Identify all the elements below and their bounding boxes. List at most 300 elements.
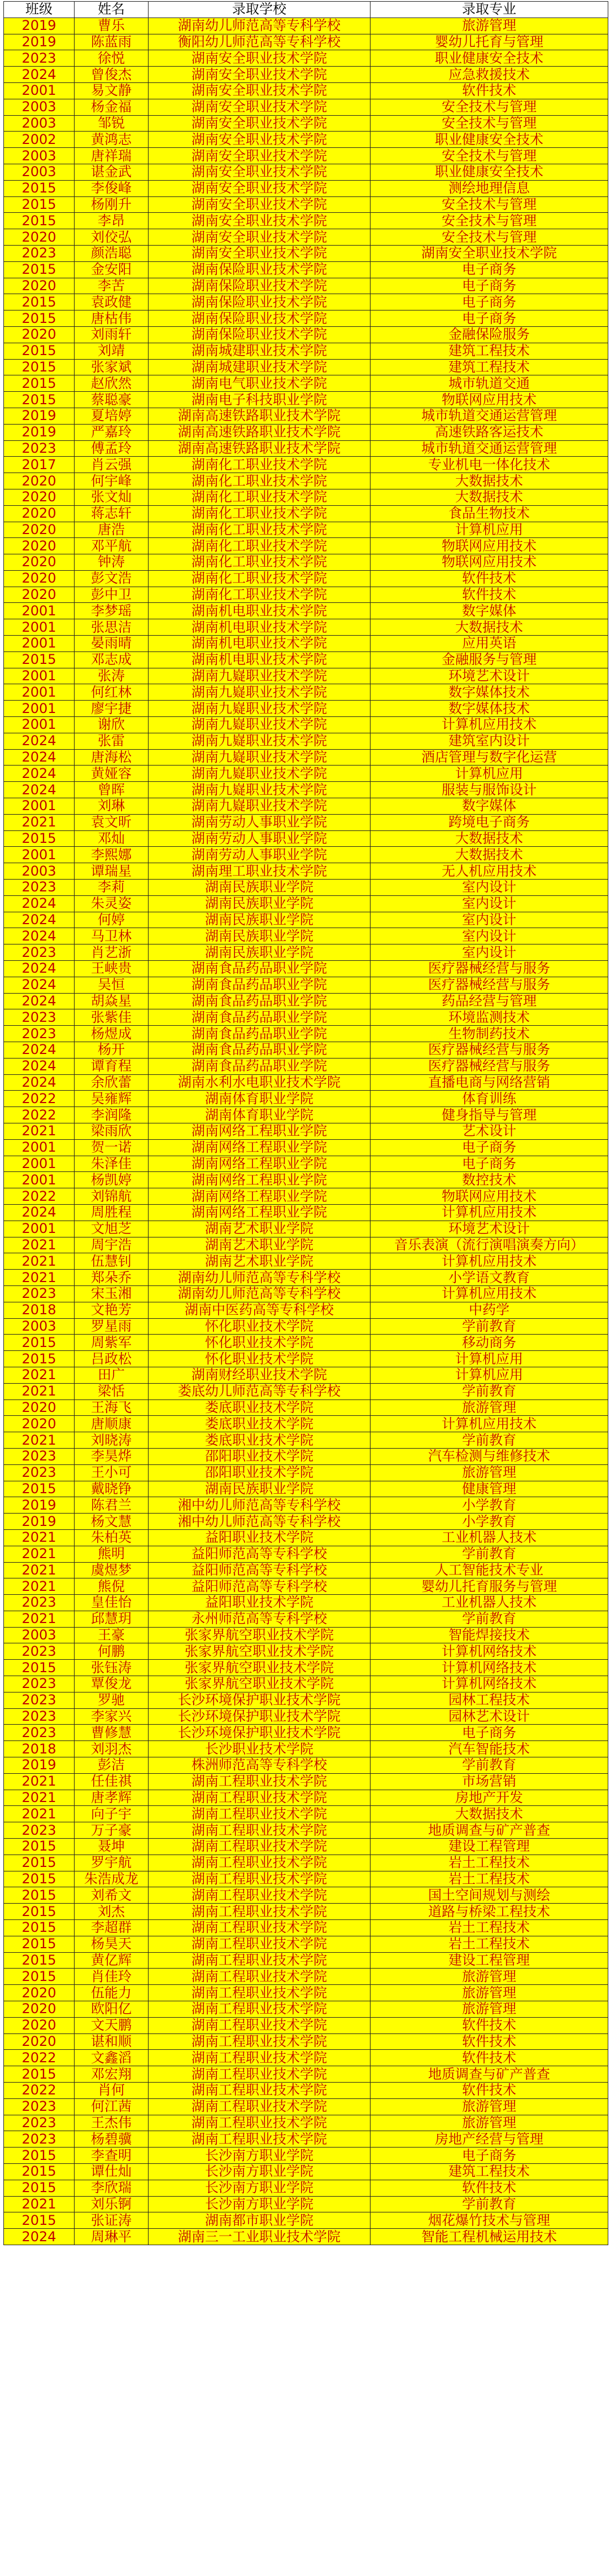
- major-cell: [371, 2196, 608, 2212]
- table-row: [4, 1026, 608, 1042]
- major-text: 旅游管理: [462, 2098, 516, 2115]
- major-text: 软件技术: [462, 2082, 516, 2098]
- class-cell: 2019: [4, 34, 75, 50]
- major-cell: [371, 2083, 608, 2099]
- major-cell: [371, 1660, 608, 1676]
- class-cell: 2019: [4, 1514, 75, 1530]
- school-cell: 衡阳幼儿师范高等专科学校: [149, 34, 371, 50]
- student-name-cell: 周宇浩: [75, 1237, 149, 1253]
- major-cell: [371, 570, 608, 587]
- table-row: [4, 538, 608, 554]
- class-cell: 2022: [4, 2083, 75, 2099]
- student-name-cell: 杨昊天: [75, 1936, 149, 1952]
- student-name-cell: 伍慧钊: [75, 1253, 149, 1270]
- student-name-cell: 肖云强: [75, 457, 149, 473]
- school-cell: 湖南工程职业技术学院: [149, 2115, 371, 2131]
- school-cell: 益阳师范高等专科学校: [149, 1546, 371, 1562]
- student-name-cell: 罗驰: [75, 1692, 149, 1708]
- school-cell: 湖南保险职业技术学院: [149, 294, 371, 310]
- major-text: 大数据技术: [455, 489, 523, 505]
- major-cell: [371, 359, 608, 375]
- class-cell: 2001: [4, 619, 75, 636]
- school-cell: 湖南民族职业学院: [149, 880, 371, 896]
- table-header-row: [4, 2, 608, 18]
- table-row: [4, 1920, 608, 1936]
- class-cell: 2001: [4, 1139, 75, 1156]
- major-text: 城市轨道交通运营管理: [421, 408, 557, 424]
- major-text: 旅游管理: [462, 1399, 516, 1415]
- school-cell: 湖南安全职业技术学院: [149, 148, 371, 164]
- major-cell: [371, 1399, 608, 1416]
- major-text: 计算机网络技术: [442, 1676, 537, 1692]
- table-row: [4, 1514, 608, 1530]
- major-text: 计算机应用: [455, 1350, 523, 1367]
- major-text: 中药学: [469, 1302, 509, 1318]
- school-cell: 湖南九嶷职业技术学院: [149, 798, 371, 815]
- student-name-cell: 刘晓涛: [75, 1432, 149, 1449]
- table-row: [4, 2131, 608, 2148]
- school-cell: 益阳师范高等专科学校: [149, 1578, 371, 1595]
- major-text: 城市轨道交通: [448, 375, 530, 391]
- major-text: 电子商务: [462, 261, 516, 278]
- major-cell: [371, 830, 608, 847]
- class-cell: 2003: [4, 1318, 75, 1335]
- major-text: 室内设计: [462, 895, 516, 912]
- school-cell: 湖南三一工业职业技术学院: [149, 2229, 371, 2245]
- class-cell: 2024: [4, 912, 75, 928]
- major-text: 物联网应用技术: [442, 391, 537, 408]
- major-text: 体育训练: [462, 1090, 516, 1107]
- student-name-cell: 唐孝辉: [75, 1790, 149, 1806]
- major-text: 学前教育: [462, 1757, 516, 1773]
- major-text: 大数据技术: [455, 619, 523, 635]
- school-cell: 湖南化工职业技术学院: [149, 505, 371, 522]
- school-cell: 长沙南方职业学院: [149, 2196, 371, 2212]
- class-cell: 2015: [4, 1969, 75, 1985]
- school-cell: 长沙职业技术学院: [149, 1741, 371, 1757]
- table-row: [4, 619, 608, 636]
- student-name-cell: 黄亿辉: [75, 1952, 149, 1969]
- class-cell: 2021: [4, 1270, 75, 1286]
- table-row: [4, 2148, 608, 2164]
- table-row: [4, 554, 608, 571]
- table-row: [4, 1627, 608, 1643]
- class-cell: 2018: [4, 1302, 75, 1318]
- class-cell: 2023: [4, 1708, 75, 1725]
- class-cell: 2022: [4, 1188, 75, 1205]
- school-cell: 湖南工程职业技术学院: [149, 1920, 371, 1936]
- school-cell: 怀化职业技术学院: [149, 1318, 371, 1335]
- school-cell: 湖南民族职业学院: [149, 928, 371, 944]
- table-row: [4, 733, 608, 749]
- class-cell: 2015: [4, 359, 75, 375]
- major-cell: [371, 1270, 608, 1286]
- major-cell: [371, 99, 608, 115]
- school-cell: 湖南食品药品职业学院: [149, 961, 371, 977]
- student-name-cell: 李梦瑶: [75, 603, 149, 619]
- class-cell: 2023: [4, 1692, 75, 1708]
- major-text: 应用英语: [462, 635, 516, 651]
- student-name-cell: 李熙娜: [75, 847, 149, 863]
- major-cell: [371, 1790, 608, 1806]
- major-text: 环境艺术设计: [448, 668, 530, 684]
- class-cell: 2015: [4, 1904, 75, 1920]
- student-name-cell: 刘琳: [75, 798, 149, 815]
- major-text: 电子商务: [462, 1156, 516, 1171]
- school-cell: 怀化职业技术学院: [149, 1335, 371, 1351]
- major-text: 湖南安全职业技术学院: [421, 245, 557, 261]
- major-cell: [371, 684, 608, 701]
- major-text: 金融服务与管理: [442, 651, 537, 668]
- major-text: 电子商务: [462, 1139, 516, 1156]
- school-cell: 湖南食品药品职业学院: [149, 1026, 371, 1042]
- table-row: [4, 34, 608, 50]
- class-cell: 2015: [4, 1952, 75, 1969]
- table-row: [4, 814, 608, 830]
- class-cell: 2023: [4, 1464, 75, 1481]
- major-text: 跨境电子商务: [448, 814, 530, 830]
- major-text: 计算机应用: [455, 765, 523, 781]
- school-cell: 湖南幼儿师范高等专科学校: [149, 18, 371, 34]
- table-row: [4, 473, 608, 489]
- school-cell: 湖南工程职业技术学院: [149, 1887, 371, 1904]
- student-name-cell: 夏培婷: [75, 408, 149, 424]
- major-text: 专业机电一体化技术: [428, 456, 550, 473]
- class-cell: 2020: [4, 538, 75, 554]
- major-text: 音乐表演（流行演唱演奏方向）: [394, 1237, 584, 1253]
- table-row: [4, 880, 608, 896]
- school-cell: 湖南幼儿师范高等专科学校: [149, 1270, 371, 1286]
- class-cell: 2015: [4, 310, 75, 327]
- table-row: [4, 2229, 608, 2245]
- major-text: 无人机应用技术: [442, 863, 537, 879]
- major-cell: [371, 1253, 608, 1270]
- student-name-cell: 邱慧玥: [75, 1611, 149, 1627]
- class-cell: 2015: [4, 180, 75, 196]
- major-cell: [371, 261, 608, 278]
- school-cell: 湖南艺术职业学院: [149, 1253, 371, 1270]
- class-cell: 2015: [4, 2148, 75, 2164]
- major-cell: [371, 2180, 608, 2196]
- student-name-cell: 朱灵姿: [75, 895, 149, 912]
- school-cell: 湖南化工职业技术学院: [149, 587, 371, 603]
- major-cell: [371, 1546, 608, 1562]
- class-cell: 2020: [4, 570, 75, 587]
- class-cell: 2021: [4, 1790, 75, 1806]
- table-row: [4, 895, 608, 912]
- class-cell: 2021: [4, 1562, 75, 1578]
- student-name-cell: 田广: [75, 1367, 149, 1383]
- school-cell: 娄底职业技术学院: [149, 1416, 371, 1432]
- major-text: 计算机应用: [455, 522, 523, 537]
- class-cell: 2015: [4, 213, 75, 229]
- school-cell: 湖南安全职业技术学院: [149, 115, 371, 132]
- school-cell: 湖南安全职业技术学院: [149, 82, 371, 99]
- class-cell: 2001: [4, 1156, 75, 1172]
- class-cell: 2023: [4, 880, 75, 896]
- school-cell: 湖南工程职业技术学院: [149, 1985, 371, 2001]
- major-text: 地质调查与矿产普查: [428, 2066, 550, 2082]
- school-cell: 娄底职业技术学院: [149, 1432, 371, 1449]
- student-name-cell: 谌金武: [75, 164, 149, 180]
- major-text: 物联网应用技术: [442, 554, 537, 570]
- student-name-cell: 张思洁: [75, 619, 149, 636]
- class-cell: 2023: [4, 2131, 75, 2148]
- table-row: [4, 278, 608, 294]
- table-row: [4, 359, 608, 375]
- school-cell: 湖南体育职业学院: [149, 1091, 371, 1107]
- major-cell: [371, 196, 608, 213]
- class-cell: 2023: [4, 1285, 75, 1302]
- major-text: 电子商务: [462, 2147, 516, 2163]
- table-row: [4, 2083, 608, 2099]
- student-name-cell: 胡焱星: [75, 993, 149, 1009]
- table-row: [4, 164, 608, 180]
- class-cell: 2001: [4, 668, 75, 684]
- class-cell: 2024: [4, 961, 75, 977]
- school-cell: 邵阳职业技术学院: [149, 1448, 371, 1464]
- class-cell: 2001: [4, 717, 75, 733]
- table-row: [4, 603, 608, 619]
- table-row: [4, 1952, 608, 1969]
- major-text: 旅游管理: [462, 2115, 516, 2131]
- major-cell: [371, 457, 608, 473]
- student-name-cell: 何江茜: [75, 2098, 149, 2115]
- major-text: 物联网应用技术: [442, 537, 537, 554]
- table-row: [4, 993, 608, 1009]
- class-cell: 2021: [4, 2196, 75, 2212]
- major-text: 物联网应用技术: [442, 1188, 537, 1204]
- table-row: [4, 261, 608, 278]
- table-row: [4, 1985, 608, 2001]
- class-cell: 2021: [4, 1123, 75, 1139]
- table-row: [4, 912, 608, 928]
- table-row: [4, 1595, 608, 1611]
- major-cell: [371, 1708, 608, 1725]
- student-name-cell: 邓宏翔: [75, 2066, 149, 2083]
- table-row: [4, 1302, 608, 1318]
- major-cell: [371, 603, 608, 619]
- table-row: [4, 766, 608, 782]
- student-name-cell: 张证涛: [75, 2212, 149, 2229]
- major-text: 旅游管理: [462, 2001, 516, 2017]
- table-row: [4, 196, 608, 213]
- table-row: [4, 798, 608, 815]
- major-cell: [371, 1887, 608, 1904]
- school-cell: 张家界航空职业技术学院: [149, 1676, 371, 1692]
- class-cell: 2019: [4, 408, 75, 424]
- class-cell: 2021: [4, 1383, 75, 1399]
- table-row: [4, 1399, 608, 1416]
- class-cell: 2024: [4, 782, 75, 798]
- table-row: [4, 1806, 608, 1822]
- class-cell: 2015: [4, 2180, 75, 2196]
- major-text: 学前教育: [462, 1546, 516, 1562]
- class-cell: 2024: [4, 67, 75, 83]
- class-cell: 2001: [4, 684, 75, 701]
- major-cell: [371, 1318, 608, 1335]
- table-row: [4, 944, 608, 961]
- major-text: 智能工程机械运用技术: [421, 2228, 557, 2245]
- student-name-cell: 蒋志轩: [75, 505, 149, 522]
- major-cell: [371, 1529, 608, 1546]
- student-name-cell: 黄鸿志: [75, 132, 149, 148]
- school-cell: 湘中幼儿师范高等专科学校: [149, 1514, 371, 1530]
- major-text: 计算机应用技术: [442, 1415, 537, 1432]
- table-row: [4, 636, 608, 652]
- class-cell: 2015: [4, 1936, 75, 1952]
- major-cell: [371, 1562, 608, 1578]
- table-row: [4, 115, 608, 132]
- major-cell: [371, 993, 608, 1009]
- student-name-cell: 李昊烨: [75, 1448, 149, 1464]
- major-text: 计算机应用技术: [442, 716, 537, 733]
- student-name-cell: 李超群: [75, 1920, 149, 1936]
- major-cell: [371, 961, 608, 977]
- major-cell: [371, 1578, 608, 1595]
- major-text: 建设工程管理: [448, 1838, 530, 1855]
- major-text: 建筑工程技术: [448, 359, 530, 375]
- student-name-cell: 郑朵乔: [75, 1270, 149, 1286]
- class-cell: 2023: [4, 50, 75, 67]
- major-cell: [371, 733, 608, 749]
- major-cell: [371, 229, 608, 246]
- class-cell: 2001: [4, 798, 75, 815]
- school-cell: 湖南九嶷职业技术学院: [149, 717, 371, 733]
- school-cell: 湖南中医药高等专科学校: [149, 1302, 371, 1318]
- table-row: [4, 1936, 608, 1952]
- major-cell: [371, 1302, 608, 1318]
- class-cell: 2015: [4, 196, 75, 213]
- major-cell: [371, 522, 608, 538]
- major-cell: [371, 1188, 608, 1205]
- class-cell: 2021: [4, 1546, 75, 1562]
- major-cell: [371, 1383, 608, 1399]
- student-name-cell: 黄娅容: [75, 766, 149, 782]
- major-cell: [371, 2098, 608, 2115]
- student-name-cell: 何红林: [75, 684, 149, 701]
- major-text: 园林工程技术: [448, 1692, 530, 1708]
- student-name-cell: 杨金福: [75, 99, 149, 115]
- major-text: 城市轨道交通运营管理: [421, 440, 557, 456]
- major-cell: [371, 1123, 608, 1139]
- class-cell: 2015: [4, 1871, 75, 1887]
- major-text: 软件技术: [462, 570, 516, 587]
- class-cell: 2024: [4, 733, 75, 749]
- table-row: [4, 67, 608, 83]
- major-text: 安全技术与管理: [442, 196, 537, 212]
- school-cell: 怀化职业技术学院: [149, 1351, 371, 1367]
- student-name-cell: 吕政松: [75, 1351, 149, 1367]
- student-name-cell: 欧阳亿: [75, 2001, 149, 2018]
- student-name-cell: 刘希文: [75, 1887, 149, 1904]
- major-cell: [371, 1904, 608, 1920]
- major-cell: [371, 895, 608, 912]
- school-cell: 湖南化工职业技术学院: [149, 538, 371, 554]
- major-text: 计算机网络技术: [442, 1659, 537, 1676]
- class-cell: 2021: [4, 1237, 75, 1253]
- table-row: [4, 489, 608, 505]
- school-cell: 湖南化工职业技术学院: [149, 554, 371, 571]
- student-name-cell: 杨凯婷: [75, 1172, 149, 1188]
- class-cell: 2021: [4, 1529, 75, 1546]
- table-row: [4, 1790, 608, 1806]
- school-cell: 湖南食品药品职业学院: [149, 993, 371, 1009]
- student-name-cell: 刘靖: [75, 343, 149, 359]
- student-name-cell: 万子豪: [75, 1822, 149, 1839]
- major-cell: [371, 1757, 608, 1774]
- major-cell: [371, 1936, 608, 1952]
- table-row: [4, 1432, 608, 1449]
- class-cell: 2015: [4, 375, 75, 392]
- student-name-cell: 朱浩成龙: [75, 1871, 149, 1887]
- major-cell: [371, 1139, 608, 1156]
- student-name-cell: 彭洁: [75, 1757, 149, 1774]
- student-name-cell: 陈蓝雨: [75, 34, 149, 50]
- class-cell: 2024: [4, 2229, 75, 2245]
- school-cell: 湖南水利水电职业技术学院: [149, 1074, 371, 1091]
- major-cell: [371, 977, 608, 993]
- table-row: [4, 522, 608, 538]
- class-cell: 2015: [4, 830, 75, 847]
- major-text: 酒店管理与数字化运营: [421, 749, 557, 766]
- major-text: 学前教育: [462, 1611, 516, 1627]
- student-name-cell: 何鹏: [75, 1643, 149, 1660]
- major-text: 计算机应用: [455, 1367, 523, 1383]
- school-cell: 湖南工程职业技术学院: [149, 1871, 371, 1887]
- table-row: [4, 343, 608, 359]
- table-row: [4, 424, 608, 440]
- school-cell: 湖南高速铁路职业技术学院: [149, 408, 371, 424]
- class-cell: 2018: [4, 1741, 75, 1757]
- student-name-cell: 杨文慧: [75, 1514, 149, 1530]
- table-row: [4, 2163, 608, 2180]
- table-row: [4, 1285, 608, 1302]
- school-cell: 湖南安全职业技术学院: [149, 99, 371, 115]
- class-cell: 2020: [4, 1416, 75, 1432]
- class-cell: 2019: [4, 1497, 75, 1514]
- student-name-cell: 罗宇航: [75, 1855, 149, 1871]
- table-row: [4, 1253, 608, 1270]
- major-text: 数字媒体: [462, 798, 516, 814]
- student-name-cell: 熊倪: [75, 1578, 149, 1595]
- major-cell: [371, 67, 608, 83]
- table-row: [4, 82, 608, 99]
- table-row: [4, 457, 608, 473]
- student-name-cell: 严嘉玲: [75, 424, 149, 440]
- major-cell: [371, 326, 608, 343]
- school-cell: 湖南九嶷职业技术学院: [149, 668, 371, 684]
- table-row: [4, 1172, 608, 1188]
- class-cell: 2003: [4, 115, 75, 132]
- major-text: 国土空间规划与测绘: [428, 1887, 550, 1903]
- major-text: 高速铁路客运技术: [435, 424, 543, 440]
- class-cell: 2023: [4, 1448, 75, 1464]
- school-cell: 湖南食品药品职业学院: [149, 977, 371, 993]
- school-cell: 湖南安全职业技术学院: [149, 245, 371, 261]
- student-name-cell: 金安阳: [75, 261, 149, 278]
- major-cell: [371, 473, 608, 489]
- student-name-cell: 唐浩: [75, 522, 149, 538]
- table-row: [4, 1660, 608, 1676]
- student-name-cell: 吴恒: [75, 977, 149, 993]
- table-row: [4, 1529, 608, 1546]
- table-row: [4, 1692, 608, 1708]
- table-row: [4, 148, 608, 164]
- student-name-cell: 邓灿: [75, 830, 149, 847]
- school-cell: 湖南网络工程职业学院: [149, 1123, 371, 1139]
- major-cell: [371, 1985, 608, 2001]
